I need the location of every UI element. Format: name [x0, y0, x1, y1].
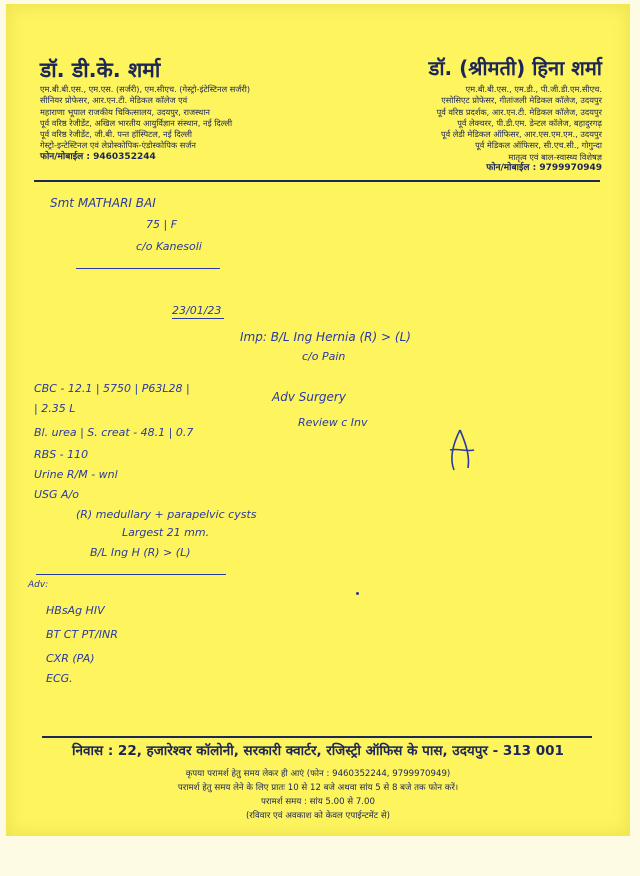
credential-line: एसोसिएट प्रोफेसर, गीतांजली मेडिकल कॉलेज, उदयपुर [441, 95, 602, 106]
patient-name: Smt MATHARI BAI [50, 196, 156, 210]
credential-line: पूर्व लेडी मेडिकल ऑफिसर, आर.एस.एम.एम., उदयपुर [440, 129, 602, 140]
usg-finding: (R) medullary + parapelvic cysts [76, 508, 257, 521]
urine-result: Urine R/M - wnl [34, 468, 118, 481]
investigation-2: BT CT PT/INR [46, 628, 118, 641]
credential-line: पूर्व वरिष्ठ प्रदर्शक, आर.एन.टी. मेडिकल कॉलेज, उदयपुर [436, 106, 602, 117]
usg-hernia: B/L Ing H (R) > (L) [90, 546, 191, 559]
signature [444, 426, 478, 474]
usg-largest-cyst: Largest 21 mm. [122, 526, 210, 539]
doctor-right-name: डॉ. (श्रीमती) हिना शर्मा [428, 56, 602, 80]
credential-line: सीनियर प्रोफेसर, आर.एन.टी. मेडिकल कॉलेज एवं [40, 95, 188, 106]
credential-line: गेस्ट्रो-इन्टेस्टिनल एवं लेप्रोस्कोपिक-एंडोस्कोपिक सर्जन [40, 140, 196, 151]
complaint: c/o Pain [302, 350, 346, 363]
phone-left: फोन/मोबाईल : 9460352244 [40, 151, 156, 162]
footer-line-1: कृपया परामर्श हेतु समय लेकर ही आएं (फोन : 9460352244, 9799970949) [185, 769, 451, 779]
cbc-platelets: | 2.35 L [34, 402, 76, 415]
footer-divider [42, 736, 592, 738]
phone-right: फोन/मोबाईल : 9799970949 [486, 163, 602, 174]
advice-label: Adv: [28, 580, 49, 590]
header-divider [34, 180, 600, 182]
investigation-3: CXR (PA) [46, 652, 95, 665]
patient-age-sex: 75 | F [146, 218, 178, 231]
credential-line: एम.बी.बी.एस., एम.डी., पी.जी.डी.एम.सीएच. [465, 84, 602, 94]
doctor-left-name: डॉ. डी.के. शर्मा [40, 58, 161, 82]
name-underline [76, 268, 220, 269]
usg-label: USG A/o [34, 488, 80, 501]
address: निवास : 22, हजारेश्वर कॉलोनी, सरकारी क्वार्टर, रजिस्ट्री ऑफिस के पास, उदयपुर - 313 001 [72, 743, 564, 759]
credential-line: पूर्व मेडिकल ऑफिसर, सी.एच.सी., गोगुन्दा [475, 140, 602, 151]
cbc-result: CBC - 12.1 | 5750 | P63L28 | [34, 382, 190, 395]
credential-line: महाराणा भूपाल राजकीय चिकित्सालय, उदयपुर, राजस्थान [40, 106, 210, 117]
urea-creatinine: Bl. urea | S. creat - 48.1 | 0.7 [34, 426, 194, 439]
credential-line: पूर्व वरिष्ठ रेजीडेंट, जी.बी. पन्त हॉस्पिटल, नई दिल्ली [40, 129, 193, 140]
investigation-1: HBsAg HIV [46, 604, 105, 617]
footer-line-3: परामर्श समय : सांय 5.00 से 7.00 [261, 797, 375, 807]
impression: Imp: B/L Ing Hernia (R) > (L) [240, 330, 411, 344]
investigation-4: ECG. [46, 672, 73, 685]
doctor-right-credentials [437, 84, 602, 174]
credential-line: एम.बी.बी.एस., एम.एस. (सर्जरी), एम.सीएच. (गेस्ट्रो-इंटेस्टिनल सर्जरी) [40, 84, 251, 94]
rbs-result: RBS - 110 [34, 448, 89, 461]
advice-surgery: Adv Surgery [272, 390, 346, 404]
credential-line: मातृत्व एवं बाल-स्वास्थ्य विशेषज्ञ [508, 151, 602, 162]
prescription-sheet [6, 4, 630, 836]
visit-date: 23/01/23 [172, 304, 222, 317]
footer-line-4: (रविवार एवं अवकाश को केवल एपाईन्टमेंट से) [245, 811, 391, 821]
credential-line: पूर्व लेक्चरर, पी.डी.एम. डेन्टल कॉलेज, बहादुरगढ़ [457, 117, 602, 128]
date-underline [172, 318, 224, 319]
findings-underline [36, 574, 226, 575]
doctor-left-credentials [40, 84, 250, 163]
ink-dot [356, 592, 359, 595]
credential-line: पूर्व वरिष्ठ रेजीडेंट, अखिल भारतीय आयुर्विज्ञान संस्थान, नई दिल्ली [40, 117, 233, 128]
footer-line-2: परामर्श हेतु समय लेने के लिए प्रातः 10 से 12 बजे अथवा सांय 5 से 8 बजे तक फोन करें। [177, 783, 459, 793]
patient-place: c/o Kanesoli [136, 240, 202, 253]
advice-review: Review c Inv [298, 416, 368, 429]
